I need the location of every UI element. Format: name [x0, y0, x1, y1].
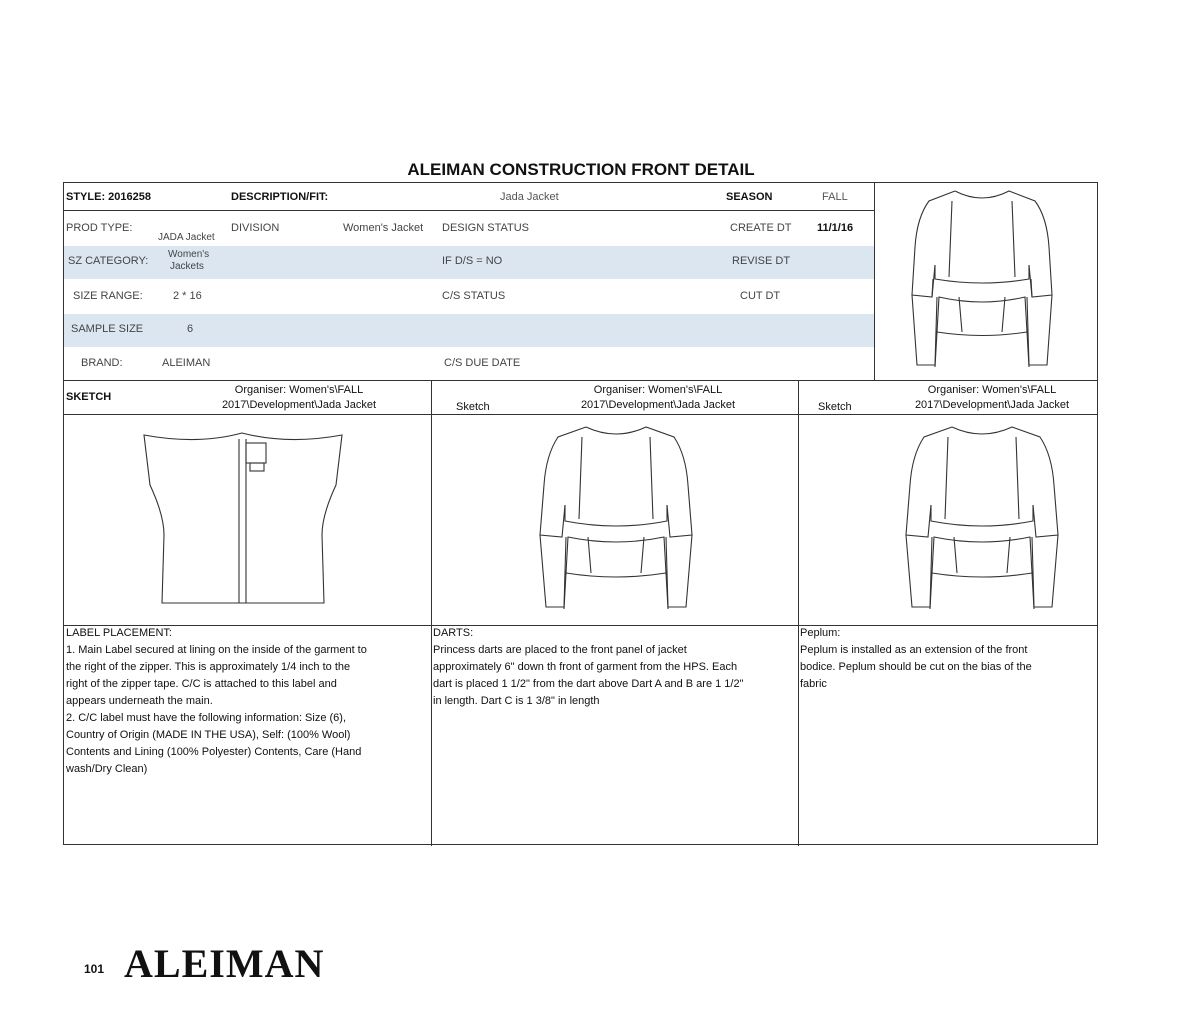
peplum-notes: Peplum: Peplum is installed as an extension of the front bodice. Peplum should be cut on the bias of the fabric — [800, 627, 1032, 690]
description-value: Jada Jacket — [500, 191, 559, 203]
garment-sketch-front-2 — [516, 421, 716, 611]
style-number: STYLE: 2016258 — [66, 191, 151, 203]
brand-label: BRAND: — [81, 357, 123, 369]
cs-status-label: C/S STATUS — [442, 290, 506, 302]
organiser-line: 2017\Development\Jada Jacket — [221, 399, 377, 411]
sz-category-value-1: Women's — [168, 249, 210, 260]
prod-type-label: PROD TYPE: — [66, 222, 133, 234]
rule — [874, 183, 875, 380]
garment-sketch-front-3 — [882, 421, 1082, 611]
rule — [64, 414, 1098, 415]
rule — [798, 380, 799, 846]
sketch-organiser-1 — [204, 383, 394, 413]
season-label: SEASON — [726, 191, 773, 203]
organiser-line: Organiser: Women's\FALL — [234, 384, 364, 396]
band-row-sample-size — [64, 314, 874, 347]
page-number: 101 — [84, 962, 105, 976]
sz-category-label: SZ CATEGORY: — [68, 255, 149, 267]
brand-logo: ALEIMAN — [124, 941, 325, 986]
division-label: DIVISION — [231, 222, 280, 234]
sketch-label-2: Sketch — [456, 401, 490, 413]
garment-sketch-lining-zipper — [138, 425, 348, 605]
if-ds-label: IF D/S = NO — [442, 255, 503, 267]
organiser-line: 2017\Development\Jada Jacket — [914, 399, 1070, 411]
cs-due-date-label: C/S DUE DATE — [444, 357, 521, 369]
garment-sketch-front-header — [897, 187, 1067, 377]
sketch-label-3: Sketch — [818, 401, 852, 413]
label-placement-notes: LABEL PLACEMENT: 1. Main Label secured at lining on the inside of the garment to the right of the zipper. This is approximately 1/4 inch to the right of the zipper tape. C/C is attached to this label and appears underneath the main. 2. C/C label must have the following information: Size (6), Country of Origin (MADE IN THE USA), Self: (100% Wool) Contents and Lining (100% Polyester) Contents, Care (Hand wash/Dry Clean) — [66, 627, 367, 775]
sheet-title: ALEIMAN CONSTRUCTION FRONT DETAIL — [407, 160, 755, 179]
rule — [431, 380, 432, 846]
design-status-label: DESIGN STATUS — [442, 222, 529, 234]
prod-type-value: JADA Jacket — [158, 232, 215, 243]
sketch-organiser-2 — [558, 383, 758, 413]
size-range-value: 2 * 16 — [173, 290, 202, 302]
size-range-label: SIZE RANGE: — [73, 290, 143, 302]
brand-value: ALEIMAN — [162, 357, 211, 369]
season-value: FALL — [822, 191, 848, 203]
sample-size-value: 6 — [187, 323, 194, 335]
sample-size-label: SAMPLE SIZE — [71, 323, 144, 335]
darts-notes: DARTS: Princess darts are placed to the front panel of jacket approximately 6" down th front of garment from the HPS. Each dart is placed 1 1/2" from the dart above Dart A and B are 1 1/2" in length. Dart C is 1 3/8" in length — [433, 627, 744, 707]
rule — [64, 380, 1098, 381]
sz-category-value-2: Jackets — [170, 261, 204, 272]
create-dt-value: 11/1/16 — [817, 222, 854, 234]
description-label: DESCRIPTION/FIT: — [231, 191, 329, 203]
organiser-line: 2017\Development\Jada Jacket — [580, 399, 736, 411]
organiser-line: Organiser: Women's\FALL — [593, 384, 723, 396]
create-dt-label: CREATE DT — [730, 222, 792, 234]
rule — [64, 210, 874, 211]
division-value: Women's Jacket — [343, 222, 424, 234]
cut-dt-label: CUT DT — [740, 290, 781, 302]
sketch-organiser-3 — [892, 383, 1092, 413]
sketch-label-1: SKETCH — [66, 391, 112, 403]
revise-dt-label: REVISE DT — [732, 255, 791, 267]
construction-sheet — [63, 182, 1098, 845]
organiser-line: Organiser: Women's\FALL — [927, 384, 1057, 396]
